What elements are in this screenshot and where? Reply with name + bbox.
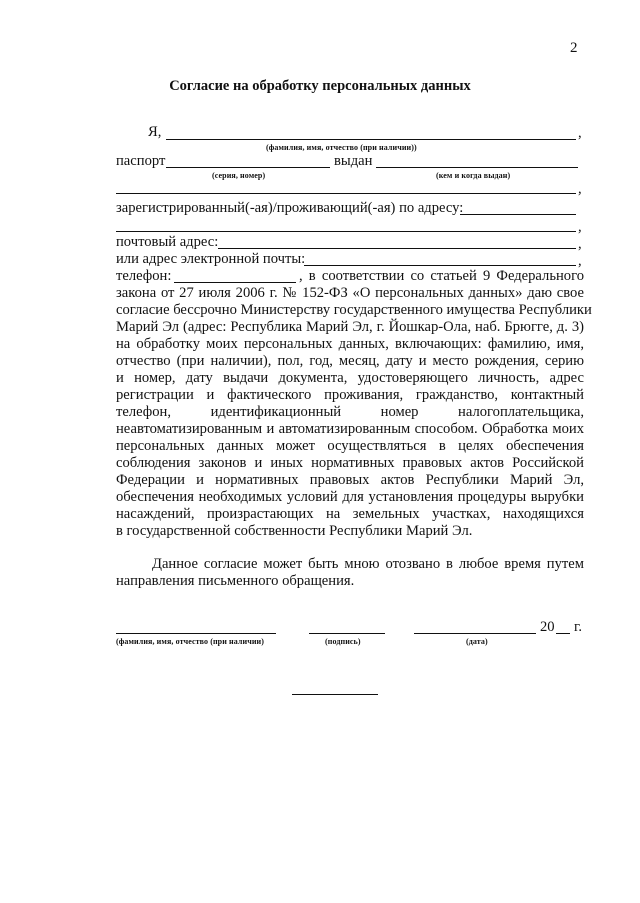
- consent-line: соблюдения законов и иных нормативных правовых актов Российской: [116, 455, 584, 471]
- address-field[interactable]: [460, 214, 576, 215]
- fio-comma: ,: [578, 125, 582, 141]
- consent-line: отчество (при наличии), пол, год, месяц, дату и место рождения, серию: [116, 353, 584, 369]
- consent-line: телефон, идентификационный номер налогоплательщика,: [116, 404, 584, 420]
- consent-line: Марий Эл (адрес: Республика Марий Эл, г. Йошкар-Ола, наб. Брюгге, д. 3): [116, 319, 584, 335]
- email-comma: ,: [578, 253, 582, 269]
- address-comma: ,: [578, 219, 582, 235]
- consent-line: регистрации и фактического проживания, гражданство, контактный: [116, 387, 584, 403]
- issued-comma: ,: [578, 181, 582, 197]
- email-field[interactable]: [304, 265, 576, 266]
- fio-caption: (фамилия, имя, отчество (при наличии)): [266, 143, 417, 152]
- consent-line: и номер, дату выдачи документа, удостоверяющего личность, адрес: [116, 370, 584, 386]
- consent-line: неавтоматизированным и автоматизированным способом. Обработка моих: [116, 421, 584, 437]
- issued-label: выдан: [334, 153, 373, 169]
- consent-line: закона от 27 июля 2006 г. № 152-ФЗ «О персональных данных» даю свое: [116, 285, 584, 301]
- consent-line: персональных данных может осуществляться в целях обеспечения: [116, 438, 584, 454]
- issued-by-field[interactable]: [376, 167, 578, 168]
- address-label: зарегистрированный(-ая)/проживающий(-ая) по адресу:: [116, 200, 464, 216]
- year-suffix: г.: [574, 619, 582, 635]
- page-number: 2: [570, 40, 578, 56]
- postal-comma: ,: [578, 236, 582, 252]
- signature-fio-caption: (фамилия, имя, отчество (при наличии): [116, 637, 265, 646]
- consent-line: , в соответствии со статьей 9 Федерального: [299, 268, 584, 284]
- issued-caption: (кем и когда выдан): [436, 171, 511, 180]
- ya-label: Я,: [148, 124, 162, 140]
- revocation-paragraph: [116, 556, 584, 590]
- consent-line: на обработку моих персональных данных, включающих: фамилию, имя,: [116, 336, 584, 352]
- consent-line: обеспечения необходимых условий для установления процедуры вырубки: [116, 489, 584, 505]
- passport-label: паспорт: [116, 153, 166, 169]
- address-continuation-field[interactable]: [116, 231, 576, 232]
- postal-address-field[interactable]: [218, 248, 576, 249]
- closing-divider: [292, 694, 378, 695]
- revocation-line: Данное согласие может быть мною отозвано в любое время путем: [152, 556, 584, 572]
- year-prefix: 20: [540, 619, 555, 635]
- signature-field[interactable]: [309, 633, 385, 634]
- consent-line: в государственной собственности Республики Марий Эл.: [116, 523, 473, 539]
- series-caption: (серия, номер): [212, 171, 266, 180]
- passport-number-field[interactable]: [166, 167, 330, 168]
- date-field[interactable]: [414, 633, 536, 634]
- document-title: Согласие на обработку персональных данных: [169, 78, 471, 94]
- issued-continuation-field[interactable]: [116, 193, 576, 194]
- email-label: или адрес электронной почты:: [116, 251, 306, 267]
- postal-address-label: почтовый адрес:: [116, 234, 219, 250]
- year-field[interactable]: [556, 633, 570, 634]
- consent-line: насаждений, произрастающих на земельных участках, находящихся: [116, 506, 584, 522]
- consent-line: согласие бессрочно Министерству государственного имущества Республики: [116, 302, 592, 318]
- signature-caption: (подпись): [325, 637, 361, 646]
- phone-label: телефон:: [116, 268, 172, 284]
- phone-field[interactable]: [174, 282, 296, 283]
- revocation-line: направления письменного обращения.: [116, 573, 355, 589]
- signature-fio-field[interactable]: [116, 633, 276, 634]
- date-caption: (дата): [466, 637, 488, 646]
- consent-line: Федерации и нормативных правовых актов Республики Марий Эл,: [116, 472, 584, 488]
- fio-field[interactable]: [166, 139, 576, 140]
